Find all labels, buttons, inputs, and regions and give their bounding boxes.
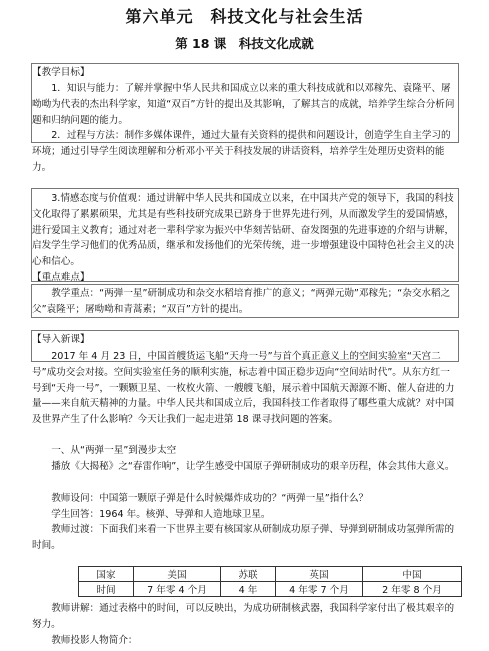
teacher-question: 教师设问：中国第一颗原子弹是什么时候爆炸成功的？“两弹一星”指什么？ [51, 493, 369, 504]
section-focus-heading: 【重点难点】 [32, 272, 90, 283]
section-intro-heading: 【导入新课】 [32, 334, 90, 345]
table-cell: 4 年 [221, 582, 276, 597]
table-cell: 英国 [276, 567, 363, 582]
table-cell: 2 年零 8 个月 [363, 582, 462, 597]
intro-text: 2017 年 4 月 23 日，中国首艘货运飞船“天舟一号”与首个真正意义上的空间实验室“天宫二号”成功交会对接。空间实验室任务的顺利实施，标志着中国正稳步迈向“空间站时代”。从东方红一号到“天舟一号”，一颗颗卫星、一枚枚火箭、一艘艘飞船，展示着中国航天源源不断、催人奋进的力量——来自航天精神的力量。中华人民共和国成立后，我国科技工作者取得了哪些重大成就？对中国及世界产生了什么影响？今天让我们一起走进第 18 课寻找问题的答案。 [32, 351, 455, 426]
unit-title: 第六单元 科技文化与社会生活 [125, 7, 364, 26]
table-cell: 时间 [79, 582, 134, 597]
table-cell: 美国 [134, 567, 221, 582]
teacher-projection: 教师投影人物简介： [51, 635, 138, 646]
goal-process: 2．过程与方法：制作多媒体课件，通过大量有关资料的提供和问题设计，创造学生自主学习的环境；通过引导学生阅读理解和分析邓小平关于科技发展的讲话资料，培养学生处理历史资料的能力。 [32, 130, 451, 173]
table-row [79, 567, 462, 582]
goal-knowledge: 1．知识与能力：了解并掌握中华人民共和国成立以来的重大科技成就和以邓稼先、袁隆平、屠呦呦为代表的杰出科学家，知道“双百”方针的提出及其影响，了解其言的成就，培养学生综合分析问题和归纳问题的能力。 [32, 83, 455, 126]
table-row [79, 582, 462, 597]
heading-two-bombs: 一、从“两弹一星”到漫步太空 [51, 445, 177, 456]
table-cell: 中国 [363, 567, 462, 582]
student-answer: 学生回答：1964 年。核弹、导弹和人造地球卫星。 [51, 509, 271, 520]
nuclear-timeline-table [78, 566, 462, 597]
lesson-title: 第 18 课 科技文化成就 [175, 36, 314, 51]
teacher-explanation: 教师讲解：通过表格中的时间，可以反映出，为成功研制核武器，我国科学家付出了极其艰辛的努力。 [32, 603, 455, 630]
teacher-transition: 教师过渡：下面我们来看一下世界主要有核国家从研制成功原子弹、导弹到研制成功氢弹所需的时间。 [32, 524, 455, 551]
table-cell: 国家 [79, 567, 134, 582]
table-cell: 4 年零 7 个月 [276, 582, 363, 597]
section-goals-heading: 【教学目标】 [32, 67, 90, 78]
table-cell: 苏联 [221, 567, 276, 582]
goal-attitude: 3.情感态度与价值观：通过讲解中华人民共和国成立以来，在中国共产党的领导下，我国的科技文化取得了累累硕果，尤其是有些科技研究成果已跻身于世界先进行列，从而激发学生的爱国情感，进行爱国主义教育；通过对老一辈科学家为振兴中华刻苦钻研、奋发图强的先进事迹的介绍与讲解，启发学生学习他们的优秀品质，继承和发扬他们的光荣传统，进一步增强建设中国特色社会主义的决心和信心。 [32, 193, 455, 268]
para-video: 播放《大揭秘》之“春雷作响”，让学生感受中国原子弹研制成功的艰辛历程，体会其伟大意义。 [51, 461, 455, 472]
table-cell: 7 年零 4 个月 [134, 582, 221, 597]
focus-text: 教学重点：“两弹一星”研制成功和杂交水稻培育推广的意义；“两弹元勋”邓稼先；“杂交水稻之父”袁隆平；屠呦呦和青蒿素；“双百”方针的提出。 [32, 288, 451, 315]
